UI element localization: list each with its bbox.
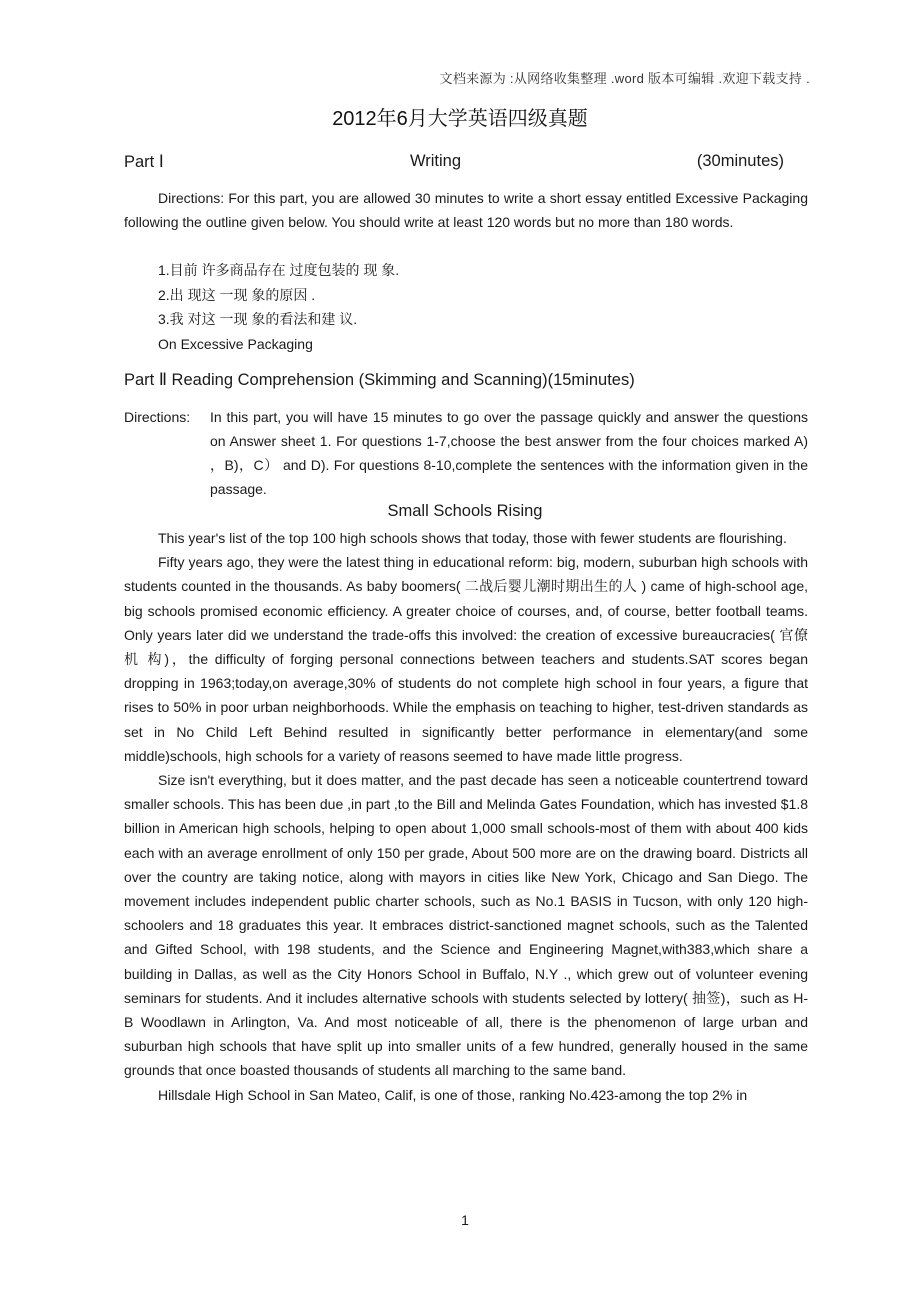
essay-title: On Excessive Packaging <box>158 335 313 352</box>
part2-directions <box>124 405 808 501</box>
header-source-note: 文档来源为 :从网络收集整理 .word 版本可编辑 .欢迎下载支持 . <box>439 71 810 86</box>
outline-item: 3.我 对这 一现 象的看法和建 议. <box>158 311 358 327</box>
article-paragraph: Size isn't everything, but it does matter, and the past decade has seen a noticeable countertrend toward smaller schools. This has been due ,in part ,to the Bill and Melinda Gates Foundation, which has invested $1.8 billion in American high schools, helping to open about 1,000 small schools-most of them with about 400 kids each with an average enrollment of only 150 per grade, About 500 more are on the drawing board. Districts all over the country are taking notice, along with mayors in cities like New York, Chicago and San Diego. The movement includes independent public charter schools, such as No.1 BASIS in Tucson, with only 120 high-schoolers and 18 graduates this year. It embraces district-sanctioned magnet schools, such as the Talented and Gifted School, with 198 students, and the Science and Engineering Magnet,with383,which share a building in Dallas, as well as the City Honors School in Buffalo, N.Y ., which grew out of volunteer evening seminars for students. And it includes alternative schools with students selected by lottery( 抽签)，such as H-B Woodlawn in Arlington, Va. And most noticeable of all, there is the phenomenon of large urban and suburban high schools that have split up into smaller units of a few hundred, generally housed in the same grounds that once boasted thousands of students all marching to the same band. <box>124 772 808 1079</box>
part1-name: Writing <box>410 152 462 170</box>
outline-item: 2.出 现这 一现 象的原因 . <box>158 286 316 303</box>
document-title: 2012年6月大学英语四级真题 <box>332 108 588 130</box>
part2-directions-text: In this part, you will have 15 minutes to go over the passage quickly and answer the questions on Answer sheet 1. For questions 1-7,choose the best answer from the four choices marked A) ，B)，C） and D). For questions 8-10,complete the sentences with the information given in the passage. <box>210 409 808 497</box>
part1-label: Part Ⅰ <box>124 153 164 171</box>
article-title: Small Schools Rising <box>387 502 543 520</box>
page-number: 1 <box>461 1212 469 1228</box>
part2-directions-label: Directions: <box>124 409 191 425</box>
part1-directions-text: Directions: For this part, you are allowed 30 minutes to write a short essay entitled Excessive Packaging following the outline given below. You should write at least 120 words but no more than 180 words. <box>124 190 808 230</box>
article-body <box>124 526 808 1107</box>
article-paragraph: Hillsdale High School in San Mateo, Calif, is one of those, ranking No.423-among the top 2% in <box>158 1086 748 1103</box>
part2-heading: Part Ⅱ Reading Comprehension (Skimming and Scanning)(15minutes) <box>124 371 635 389</box>
article-paragraph: Fifty years ago, they were the latest thing in educational reform: big, modern, suburban high schools with students counted in the thousands. As baby boomers( 二战后婴儿潮时期出生的人 ) came of high-school age, big schools promised economic efficiency. A greater choice of courses, and, of course, better football teams. Only years later did we understand the trade-offs this involved: the creation of excessive bureaucracies( 官僚机 构)，the difficulty of forging personal connections between teachers and students.SAT scores began dropping in 1963;today,on average,30% of students do not complete high school in four years, a figure that rises to 50% in poor urban neighborhoods. While the emphasis on teaching to higher, test-driven standards as set in No Child Left Behind resulted in significantly better performance in elementary(and some middle)schools, high schools for a variety of reasons seemed to have made little progress. <box>124 554 808 764</box>
essay-outline <box>158 258 399 356</box>
outline-item: 1.目前 许多商品存在 过度包装的 现 象. <box>158 262 400 278</box>
part1-heading <box>124 152 784 174</box>
part1-time: (30minutes) <box>696 152 784 170</box>
part1-directions <box>124 186 808 234</box>
article-paragraph: This year's list of the top 100 high schools shows that today, those with fewer students are flourishing. <box>158 530 787 546</box>
